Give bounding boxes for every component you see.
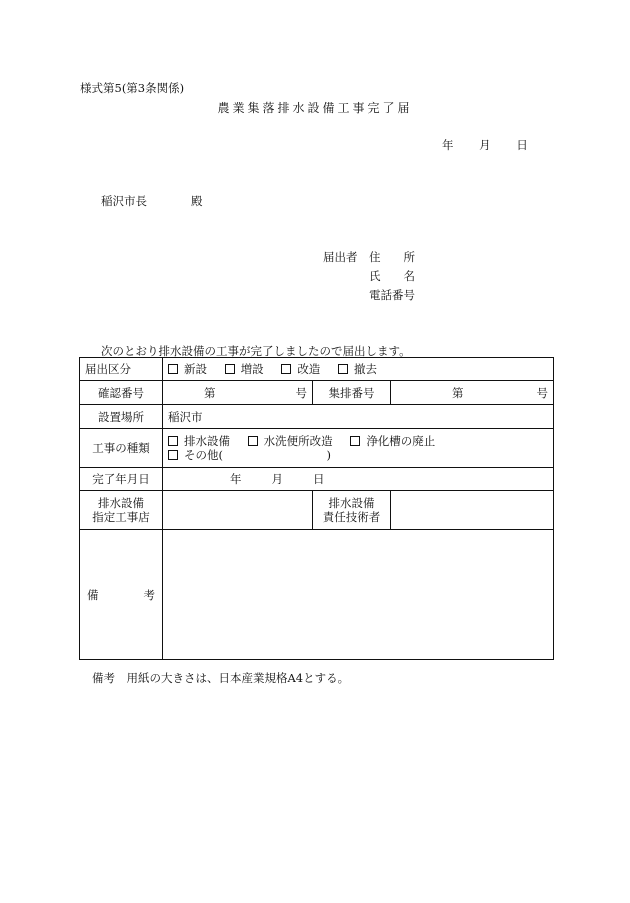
addressee-name: 稲沢市長 — [101, 194, 147, 208]
date-month: 月 — [479, 138, 491, 152]
footnote: 備考 用紙の大きさは、日本産業規格A4とする。 — [92, 671, 350, 685]
completion-label: 完了年月日 — [80, 468, 163, 491]
location-label: 設置場所 — [80, 405, 163, 429]
address-label: 住 所 — [369, 250, 415, 264]
collect-no-label: 集排番号 — [313, 381, 391, 405]
option-modify[interactable]: 改造 — [281, 361, 320, 377]
addressee-honorific: 殿 — [191, 194, 203, 208]
checkbox-icon[interactable] — [168, 450, 178, 460]
notifier-address-row — [323, 249, 415, 265]
submission-date — [442, 137, 528, 153]
engineer-label: 排水設備 責任技術者 — [313, 491, 391, 530]
document-title: 農業集落排水設備工事完了届 — [217, 101, 413, 115]
contractor-field[interactable] — [163, 491, 313, 530]
remarks-field[interactable] — [163, 530, 554, 660]
location-row — [80, 405, 554, 429]
notifier-name-row — [323, 268, 415, 284]
addressee — [101, 193, 203, 209]
checkbox-icon[interactable] — [248, 436, 258, 446]
option-toilet[interactable]: 水洗便所改造 — [248, 434, 333, 448]
location-field[interactable]: 稲沢市 — [163, 405, 554, 429]
number-row — [80, 381, 554, 405]
work-type-row — [80, 429, 554, 468]
form-number: 様式第5(第3条関係) — [80, 81, 185, 95]
contractor-row — [80, 491, 554, 530]
engineer-field[interactable] — [391, 491, 554, 530]
checkbox-icon[interactable] — [225, 364, 235, 374]
date-year: 年 — [442, 138, 454, 152]
completion-date-row — [80, 468, 554, 491]
option-new[interactable]: 新設 — [168, 361, 207, 377]
completion-form-table — [79, 357, 554, 660]
category-label: 届出区分 — [80, 358, 163, 381]
date-day: 日 — [516, 138, 528, 152]
option-expand[interactable]: 増設 — [225, 361, 264, 377]
contractor-label: 排水設備 指定工事店 — [80, 491, 163, 530]
remarks-row — [80, 530, 554, 660]
option-septic[interactable]: 浄化槽の廃止 — [350, 434, 435, 448]
category-row — [80, 358, 554, 381]
confirm-no-field[interactable]: 第 号 — [163, 381, 313, 405]
category-options — [163, 358, 554, 381]
name-label: 氏 名 — [369, 269, 415, 283]
work-type-options — [163, 429, 554, 468]
checkbox-icon[interactable] — [338, 364, 348, 374]
work-type-label: 工事の種類 — [80, 429, 163, 468]
option-remove[interactable]: 撤去 — [338, 361, 377, 377]
completion-date-field[interactable]: 年 月 日 — [163, 468, 554, 491]
phone-label: 電話番号 — [369, 288, 415, 302]
lead-text: 次のとおり排水設備の工事が完了しましたので届出します。 — [101, 344, 411, 358]
checkbox-icon[interactable] — [168, 364, 178, 374]
checkbox-icon[interactable] — [168, 436, 178, 446]
notifier-phone-row — [323, 287, 415, 303]
collect-no-field[interactable]: 第 号 — [391, 381, 554, 405]
option-other[interactable]: その他( ) — [168, 448, 331, 462]
checkbox-icon[interactable] — [281, 364, 291, 374]
option-drainage[interactable]: 排水設備 — [168, 434, 230, 448]
confirm-no-label: 確認番号 — [80, 381, 163, 405]
notifier-label: 届出者 — [323, 250, 358, 264]
checkbox-icon[interactable] — [350, 436, 360, 446]
remarks-label: 備 考 — [80, 530, 163, 660]
